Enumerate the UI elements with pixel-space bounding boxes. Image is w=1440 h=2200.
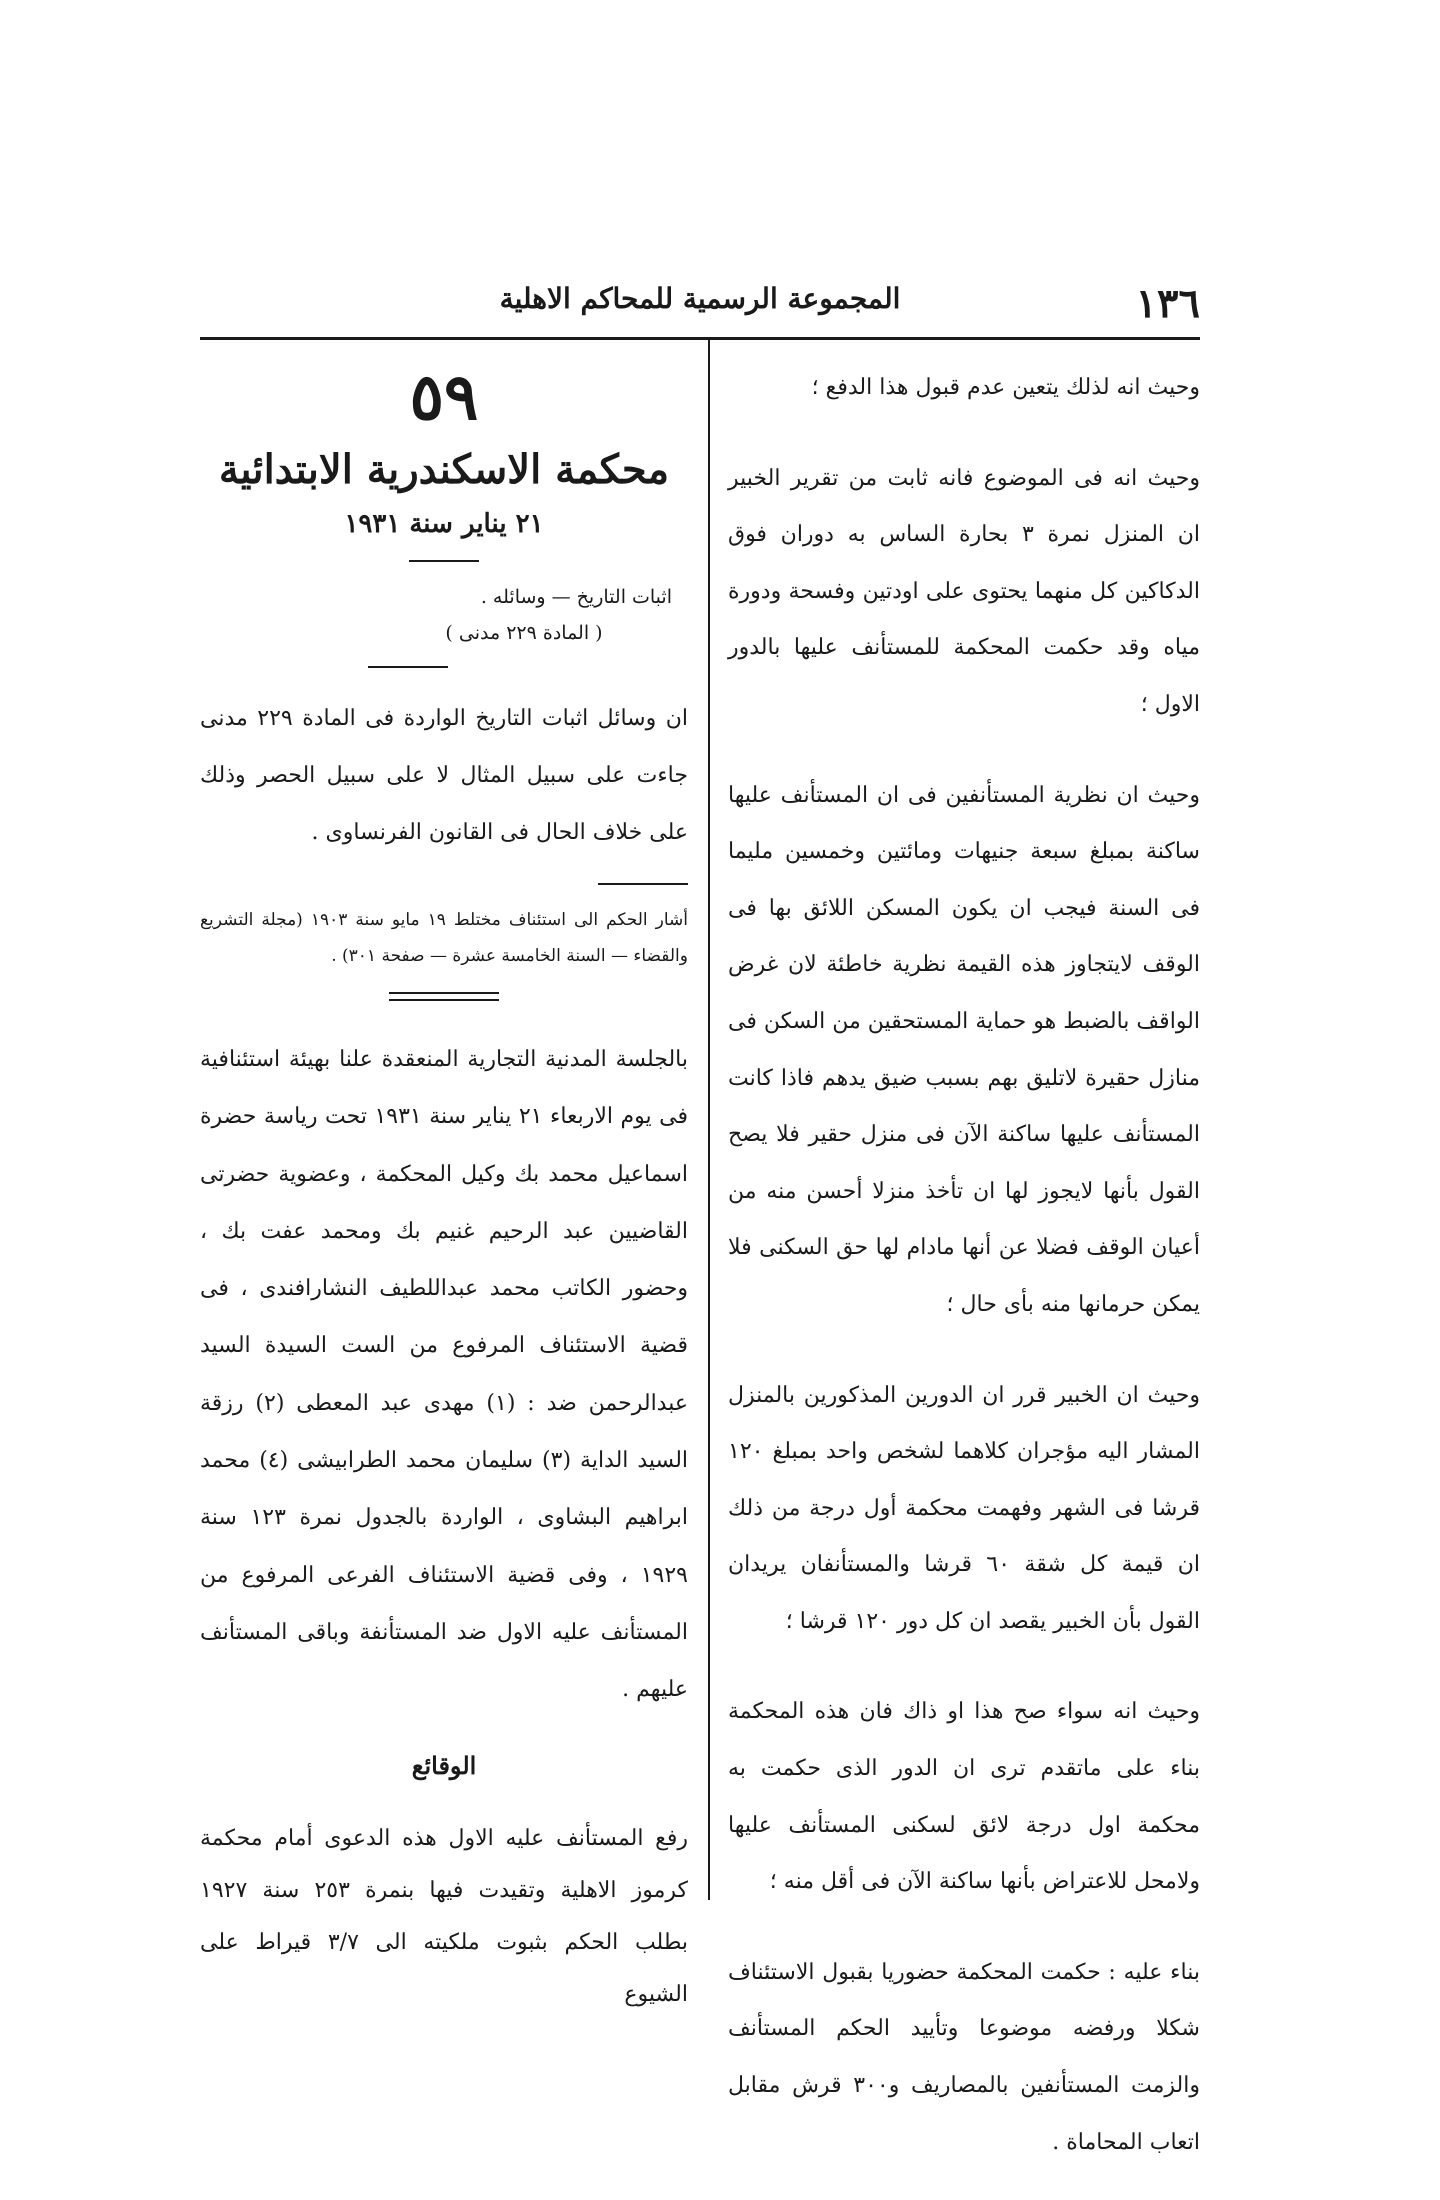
facts-paragraph: رفع المستأنف عليه الاول هذه الدعوى أمام محكمة كرموز الاهلية وتقيدت فيها بنمرة ٢٥٣ سنة ١٩٢٧ بطلب الحكم بثبوت ملكيته الى ٣/٧ قيراط على الشيوع	[200, 1825, 689, 2007]
paragraph-1: وحيث انه لذلك يتعين عدم قبول هذا الدفع ؛	[811, 375, 1200, 400]
citation-note: أشار الحكم الى استئناف مختلط ١٩ مايو سنة ١٩٠٣ (مجلة التشريع والقضاء — السنة الخامسة عشرة — صفحة ٣٠١) .	[200, 910, 689, 966]
divider-rule	[368, 666, 448, 668]
paragraph-2: وحيث انه فى الموضوع فانه ثابت من تقرير الخبير ان المنزل نمرة ٣ بحارة الساس به دوران فوق الدكاكين كل منهما يحتوى على اودتين وفسحة ودورة مياه وقد حكمت المحكمة للمستأنف عليها بالدور الاول ؛	[728, 465, 1200, 717]
page-header	[200, 280, 1200, 338]
topic-line: اثبات التاريخ — وسائله .	[480, 586, 672, 608]
divider-rule	[409, 560, 479, 562]
judgment-paragraph: بناء عليه : حكمت المحكمة حضوريا بقبول الاستئناف شكلا ورفضه موضوعا وتأييد الحكم المستأنف والزمت المستأنفين بالمصاريف و٣٠٠ قرش مقابل اتعاب المحاماة .	[728, 1959, 1200, 2155]
article-reference: ( المادة ٢٢٩ مدنى )	[445, 622, 603, 644]
page-number: ١٣٦	[1135, 280, 1200, 327]
case-date: ٢١ يناير سنة ١٩٣١	[344, 509, 544, 539]
paragraph-4: وحيث ان الخبير قرر ان الدورين المذكورين بالمنزل المشار اليه مؤجران كلاهما لشخص واحد بمبلغ ١٢٠ قرشا فى الشهر وفهمت محكمة أول درجة من ذلك ان قيمة كل شقة ٦٠ قرشا والمستأنفان يريدان القول بأن الخبير يقصد ان كل دور ١٢٠ قرشا ؛	[728, 1382, 1200, 1634]
session-paragraph: بالجلسة المدنية التجارية المنعقدة علنا بهيئة استئنافية فى يوم الاربعاء ٢١ يناير سنة ١٩٣١ تحت رياسة حضرة اسماعيل محمد بك وكيل المحكمة ، وعضوية حضرتى القاضيين عبد الرحيم غنيم بك ومحمد عفت بك ، وحضور الكاتب محمد عبداللطيف النشارافندى ، فى قضية الاستئناف المرفوع من الست السيدة السيد عبدالرحمن ضد : (١) مهدى عبد المعطى (٢) رزقة السيد الداية (٣) سليمان محمد الطرابيشى (٤) محمد ابراهيم البشاوى ، الواردة بالجدول نمرة ١٢٣ سنة ١٩٢٩ ، وفى قضية الاستئناف الفرعى المرفوع من المستأنف عليه الاول ضد المستأنفة وباقى المستأنف عليهم .	[200, 1047, 689, 1703]
legal-principle: ان وسائل اثبات التاريخ الواردة فى المادة ٢٢٩ مدنى جاءت على سبيل المثال لا على سبيل الحصر وذلك على خلاف الحال فى القانون الفرنساوى .	[200, 706, 688, 845]
divider-rule	[598, 883, 688, 885]
facts-heading: الوقائع	[411, 1750, 477, 1780]
running-title: المجموعة الرسمية للمحاكم الاهلية	[499, 282, 901, 315]
paragraph-3: وحيث ان نظرية المستأنفين فى ان المستأنف عليها ساكنة بمبلغ سبعة جنيهات ومائتين وخمسين مليما فى السنة فيجب ان يكون المسكن اللائق بها فى الوقف لايتجاوز هذه القيمة نظرية خاطئة لان غرض الواقف بالضبط هو حماية المستحقين من السكن فى منازل حقيرة لاتليق بهم بسبب ضيق يدهم فاذا كانت المستأنف عليها ساكنة الآن فى منزل حقير فلا يصح القول بأنها لايجوز لها ان تأخذ منزلا أحسن منه من أعيان الوقف فضلا عن أنها مادام لها حق السكنى فلا يمكن حرمانها منه بأى حال ؛	[728, 782, 1200, 1317]
right-column	[728, 360, 1200, 2171]
paragraph-5: وحيث انه سواء صح هذا او ذاك فان هذه المحكمة بناء على ماتقدم ترى ان الدور الذى حكمت به محكمة اول درجة لائق لسكنى المستأنف عليها ولامحل للاعتراض بأنها ساكنة الآن فى أقل منه ؛	[728, 1699, 1200, 1895]
column-divider	[708, 340, 710, 1900]
double-divider-rule	[389, 992, 499, 1001]
case-number: ٥٩	[409, 360, 479, 435]
court-name: محكمة الاسكندرية الابتدائية	[218, 446, 670, 493]
left-column	[200, 360, 688, 2043]
header-rule	[200, 337, 1200, 340]
